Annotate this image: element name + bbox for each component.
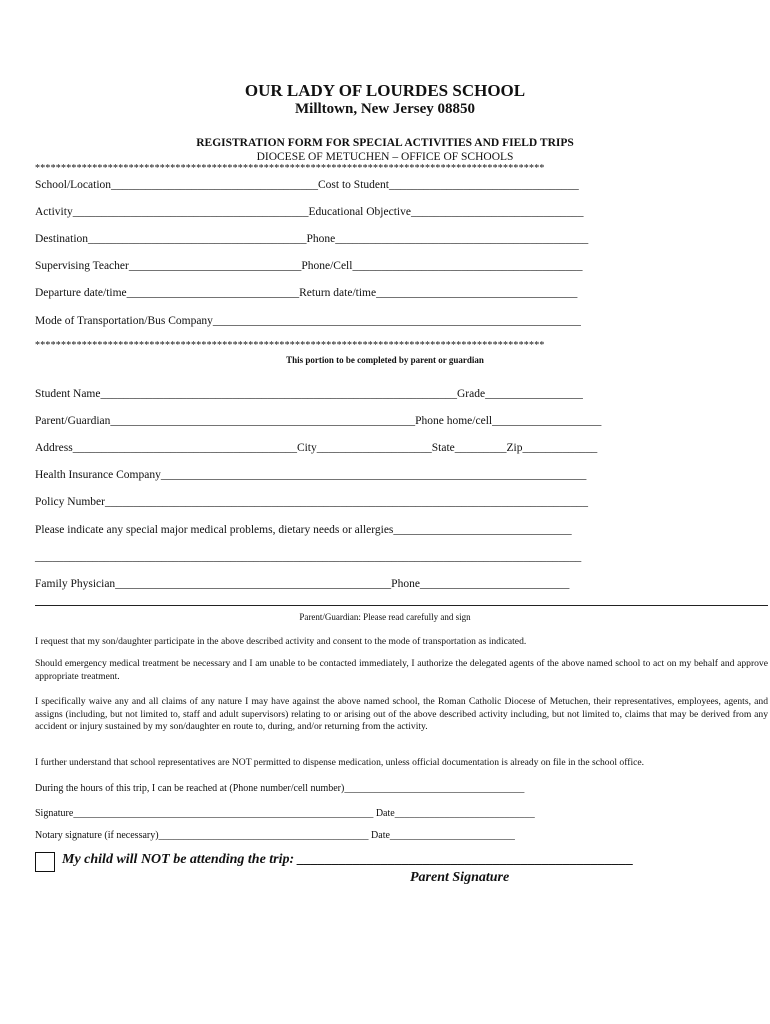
not-attending-label[interactable]: My child will NOT be attending the trip: ________________________________________________ bbox=[62, 852, 634, 867]
section-divider bbox=[35, 605, 768, 606]
emergency-paragraph: Should emergency medical treatment be necessary and I am unable to be contacted immediately, I authorize the delegated agents of the above named school to act on my behalf and approve appropriate treatment. bbox=[35, 658, 768, 682]
signature-date-line[interactable]: Signature____________________________________________________________ Date____________________________ bbox=[35, 808, 535, 819]
form-title: REGISTRATION FORM FOR SPECIAL ACTIVITIES AND FIELD TRIPS bbox=[196, 137, 574, 149]
not-attending-checkbox[interactable] bbox=[35, 852, 55, 872]
address-line[interactable]: Address_______________________________________City____________________State_________Zip_____________ bbox=[35, 442, 598, 454]
policy-number-line[interactable]: Policy Number____________________________________________________________________________________ bbox=[35, 496, 588, 508]
separator-top: ************************************************************************************************** bbox=[35, 163, 545, 174]
school-location: Milltown, New Jersey 08850 bbox=[295, 101, 475, 117]
medical-problems-line[interactable]: Please indicate any special major medical problems, dietary needs or allergies_______________________________ bbox=[35, 524, 572, 536]
separator-middle: ************************************************************************************************** bbox=[35, 340, 545, 351]
waiver-paragraph: I specifically waive any and all claims of any nature I may have against the above named school, the Roman Catholic Diocese of Metuchen, their representatives, employees, agents, and assigns (including, but not limited to, staff and adult supervisors) relating to or arising out of the above described activity including, but not limited to, claims that may be derived from any accident or injury sustained by my son/daughter en route to, during, and/or returning from the activity. bbox=[35, 696, 768, 733]
sign-instruction: Parent/Guardian: Please read carefully and sign bbox=[299, 612, 471, 622]
departure-return-line[interactable]: Departure date/time______________________________Return date/time___________________________________ bbox=[35, 287, 578, 299]
activity-objective-line[interactable]: Activity_________________________________________Educational Objective______________________________ bbox=[35, 206, 584, 218]
health-insurance-line[interactable]: Health Insurance Company__________________________________________________________________________ bbox=[35, 469, 587, 481]
teacher-cell-line[interactable]: Supervising Teacher______________________________Phone/Cell________________________________________ bbox=[35, 260, 583, 272]
physician-phone-line[interactable]: Family Physician________________________________________________Phone__________________________ bbox=[35, 578, 570, 590]
diocese-subtitle: DIOCESE OF METUCHEN – OFFICE OF SCHOOLS bbox=[256, 151, 514, 163]
parent-phone-line[interactable]: Parent/Guardian_____________________________________________________Phone home/cell___________________ bbox=[35, 415, 602, 427]
school-location-cost-line[interactable]: School/Location____________________________________Cost to Student_________________________________ bbox=[35, 179, 579, 191]
medical-continuation-line[interactable]: _______________________________________________________________________________________________ bbox=[35, 551, 582, 563]
notary-date-line[interactable]: Notary signature (if necessary)__________________________________________ Date_________________________ bbox=[35, 830, 515, 841]
medication-paragraph: I further understand that school representatives are NOT permitted to dispense medication, unless official documentation is already on file in the school office. bbox=[35, 757, 645, 768]
reach-phone-line[interactable]: During the hours of this trip, I can be reached at (Phone number/cell number)____________________________________ bbox=[35, 783, 525, 794]
consent-paragraph: I request that my son/daughter participate in the above described activity and consent to the mode of transportation as indicated. bbox=[35, 636, 527, 647]
student-name-grade-line[interactable]: Student Name______________________________________________________________Grade_________________ bbox=[35, 388, 583, 400]
transportation-line[interactable]: Mode of Transportation/Bus Company________________________________________________________________ bbox=[35, 315, 581, 327]
parent-portion-note: This portion to be completed by parent or guardian bbox=[286, 355, 484, 365]
destination-phone-line[interactable]: Destination______________________________________Phone____________________________________________ bbox=[35, 233, 589, 245]
school-name: OUR LADY OF LOURDES SCHOOL bbox=[244, 81, 526, 100]
parent-signature-caption: Parent Signature bbox=[410, 870, 510, 885]
